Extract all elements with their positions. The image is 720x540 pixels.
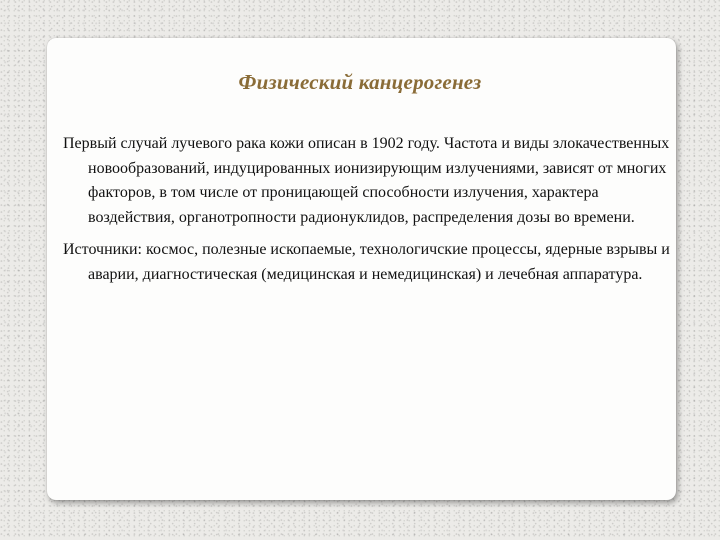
paragraph-sources: Источники: космос, полезные ископаемые, технологичские процессы, ядерные взрывы и аварии, диагностическая (медицинская и немедицинская) и лечебная аппаратура. — [63, 241, 670, 283]
slide-title: Физический канцерогенез — [238, 70, 482, 94]
slide-body — [63, 132, 675, 296]
paragraph-first-case: Первый случай лучевого рака кожи описан в 1902 году. Частота и виды злокачественных новообразований, индуцированных ионизирующим излучениями, зависят от многих факторов, в том числе от проницающей способности излучения, характера воздействия, органотропности радионуклидов, распределения дозы во времени. — [63, 135, 670, 226]
